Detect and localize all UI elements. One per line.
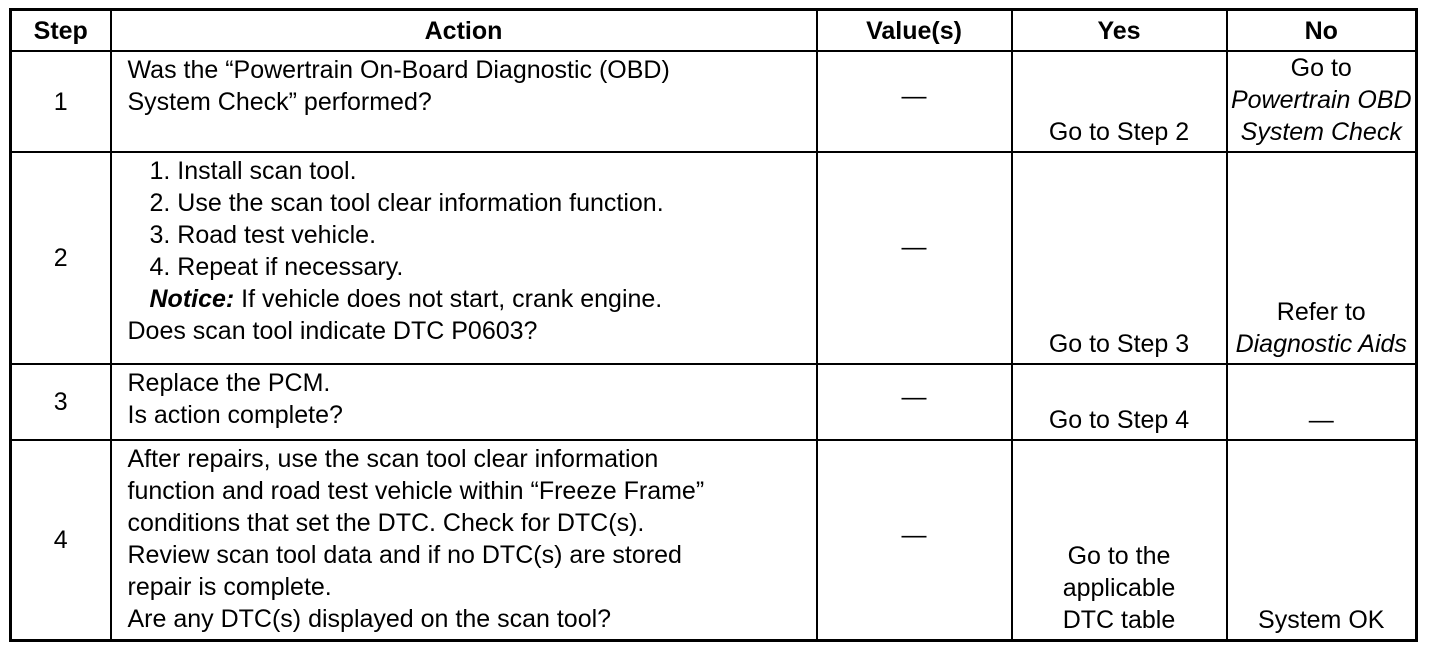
action-question: Does scan tool indicate DTC P0603? — [127, 317, 538, 345]
no-text: — — [1308, 406, 1334, 434]
action-cell — [111, 440, 817, 640]
action-cell — [111, 364, 817, 440]
action-text: function and road test vehicle within “Freeze Frame” — [127, 477, 705, 505]
action-cell — [111, 152, 817, 364]
value-dash: — — [901, 233, 927, 261]
header-action: Action — [111, 10, 817, 52]
value-cell — [817, 152, 1012, 364]
action-text: Review scan tool data and if no DTC(s) are stored — [127, 541, 682, 569]
table-row — [11, 440, 1417, 640]
yes-text: Go to the — [1067, 541, 1171, 570]
no-text: System OK — [1258, 605, 1385, 634]
value-dash: — — [901, 383, 927, 411]
no-cell — [1227, 152, 1417, 364]
action-question: Are any DTC(s) displayed on the scan tool? — [127, 605, 612, 633]
step-number: 4 — [11, 440, 111, 640]
value-cell — [817, 440, 1012, 640]
no-cell — [1227, 364, 1417, 440]
action-text: Is action complete? — [127, 401, 343, 429]
no-link-text: Diagnostic Aids — [1235, 330, 1407, 358]
action-text: repair is complete. — [127, 573, 332, 601]
value-cell — [817, 364, 1012, 440]
no-cell — [1227, 440, 1417, 640]
action-text: Was the “Powertrain On-Board Diagnostic (OBD) — [127, 56, 670, 84]
table-row — [11, 152, 1417, 364]
notice-label: Notice: — [149, 285, 235, 313]
no-text: Refer to — [1276, 298, 1366, 326]
action-text: System Check” performed? — [127, 88, 432, 116]
no-link-text: Powertrain OBD — [1230, 86, 1412, 114]
yes-text: Go to Step 2 — [1048, 118, 1190, 146]
action-cell — [111, 51, 817, 152]
action-text: After repairs, use the scan tool clear information — [127, 445, 659, 473]
notice — [128, 283, 816, 315]
action-list-item: 4. Repeat if necessary. — [149, 253, 404, 281]
action-list-item: 1. Install scan tool. — [149, 157, 357, 185]
action-list-item: 3. Road test vehicle. — [149, 221, 377, 249]
action-list-item: 2. Use the scan tool clear information function. — [149, 189, 664, 217]
yes-text: DTC table — [1062, 605, 1176, 634]
yes-cell — [1012, 51, 1227, 152]
value-cell — [817, 51, 1012, 152]
step-number: 3 — [11, 364, 111, 440]
yes-text: Go to Step 3 — [1048, 330, 1190, 358]
no-link-text: System Check — [1240, 118, 1402, 146]
yes-text: applicable — [1062, 573, 1176, 602]
header-step: Step — [11, 10, 111, 52]
header-values: Value(s) — [817, 10, 1012, 52]
header-no: No — [1227, 10, 1417, 52]
yes-text: Go to Step 4 — [1048, 406, 1190, 434]
diagnostic-table — [9, 8, 1418, 642]
yes-cell — [1012, 440, 1227, 640]
no-text: Go to — [1290, 54, 1352, 82]
value-dash: — — [901, 521, 927, 549]
header-row — [11, 10, 1417, 52]
yes-cell — [1012, 364, 1227, 440]
action-text: Replace the PCM. — [127, 369, 331, 397]
table-row — [11, 364, 1417, 440]
header-yes: Yes — [1012, 10, 1227, 52]
action-text: conditions that set the DTC. Check for DTC(s). — [127, 509, 645, 537]
no-cell — [1227, 51, 1417, 152]
yes-cell — [1012, 152, 1227, 364]
notice-text: If vehicle does not start, crank engine. — [234, 285, 663, 313]
step-number: 1 — [11, 51, 111, 152]
value-dash: — — [901, 82, 927, 110]
step-number: 2 — [11, 152, 111, 364]
table-row — [11, 51, 1417, 152]
